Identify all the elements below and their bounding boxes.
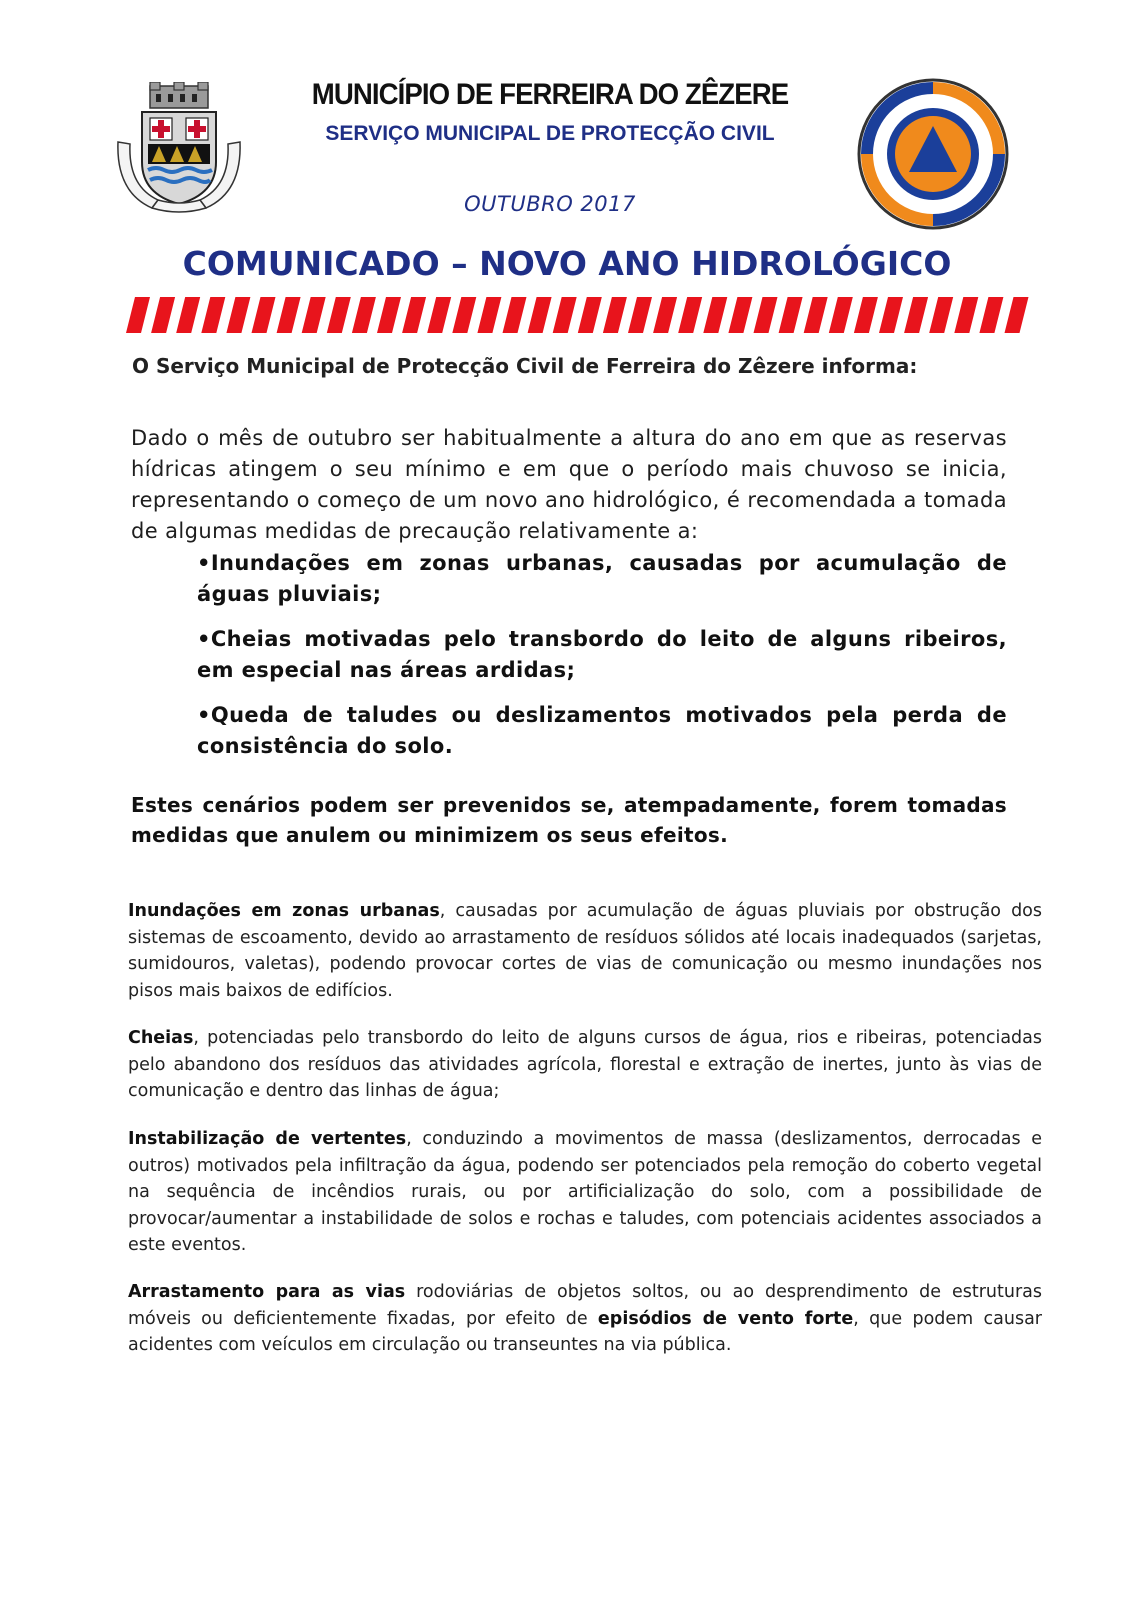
hazard-stripe (603, 297, 627, 333)
detail-text: rodoviárias de objetos soltos, ou ao desprendimento de estruturas móveis ou deficientemente fixadas, por efeito de (128, 1282, 1042, 1329)
detail-heading: Inundações em zonas urbanas (128, 901, 440, 921)
detail-text: , que podem causar acidentes com veículos em circulação ou transeuntes na via pública. (128, 1308, 1042, 1355)
hazard-stripe (452, 297, 476, 333)
municipality-title: MUNICÍPIO DE FERREIRA DO ZÊZERE (311, 78, 789, 111)
detail-heading: episódios de vento forte (597, 1308, 854, 1329)
hazard-stripe (126, 297, 150, 333)
hazard-stripe (503, 297, 527, 333)
bullet-item: •Queda de taludes ou deslizamentos motivados pela perda de consistência do solo. (197, 703, 1007, 758)
intro-statement: O Serviço Municipal de Protecção Civil de Ferreira do Zêzere informa: (132, 354, 918, 378)
detail-heading: Instabilização de vertentes (128, 1129, 407, 1149)
hazard-stripe (277, 297, 301, 333)
hazard-stripe (252, 297, 276, 333)
bullet-item: •Cheias motivadas pelo transbordo do leito de alguns ribeiros, em especial nas áreas ardidas; (197, 627, 1007, 682)
prevention-paragraph: Estes cenários podem ser prevenidos se, atempadamente, forem tomadas medidas que anulem ou minimizem os seus efeitos. (131, 793, 1007, 847)
detail-text: , potenciadas pelo transbordo do leito de alguns cursos de água, rios e ribeiras, potenciadas pelo abandono dos resíduos das atividades agrícola, florestal e extração de inertes, junto às vias de comunicação e dentro das linhas de água; (128, 1028, 1042, 1101)
hazard-stripe (628, 297, 652, 333)
hazard-stripe (979, 297, 1003, 333)
detail-paragraph (128, 1025, 1042, 1105)
hazard-stripe (829, 297, 853, 333)
notice-title: COMUNICADO – NOVO ANO HIDROLÓGICO (182, 244, 952, 283)
municipal-crest-icon (112, 82, 246, 216)
hazard-stripe (653, 297, 677, 333)
hazard-stripe (477, 297, 501, 333)
detail-text: , causadas por acumulação de águas pluviais por obstrução dos sistemas de escoamento, devido ao arrastamento de resíduos sólidos até locais inadequados (sarjetas, sumidouros, valetas), podendo provocar cortes de vias de comunicação ou mesmo inundações nos pisos mais baixos de edifícios. (128, 901, 1042, 1001)
hazard-stripe (226, 297, 250, 333)
hazard-stripe (678, 297, 702, 333)
hazard-stripe (728, 297, 752, 333)
hazard-stripe (703, 297, 727, 333)
lead-paragraph: Dado o mês de outubro ser habitualmente a altura do ano em que as reservas hídricas atingem o seu mínimo e em que o período mais chuvoso se inicia, representando o começo de um novo ano hidrológico, é recomendada a tomada de algumas medidas de precaução relativamente a: (131, 426, 1007, 543)
hazard-stripe (779, 297, 803, 333)
detail-paragraph (128, 898, 1042, 1004)
hazard-stripe (929, 297, 953, 333)
hazard-stripe (528, 297, 552, 333)
hazard-stripe (302, 297, 326, 333)
hazard-stripe-divider (126, 297, 1030, 333)
hazard-stripe (201, 297, 225, 333)
detail-heading: Arrastamento para as vias (128, 1282, 406, 1302)
hazard-stripe (352, 297, 376, 333)
hazard-stripe (176, 297, 200, 333)
detail-paragraph (128, 1126, 1042, 1259)
hazard-stripe (954, 297, 978, 333)
detail-paragraph (128, 1279, 1042, 1359)
service-title: SERVIÇO MUNICIPAL DE PROTECÇÃO CIVIL (325, 122, 775, 145)
hazard-stripe (427, 297, 451, 333)
hazard-stripe (151, 297, 175, 333)
bullet-item: •Inundações em zonas urbanas, causadas por acumulação de águas pluviais; (197, 551, 1007, 606)
hazard-stripe (377, 297, 401, 333)
hazard-stripe (327, 297, 351, 333)
hazard-stripe (854, 297, 878, 333)
detail-heading: Cheias (128, 1028, 194, 1048)
hazard-stripe (879, 297, 903, 333)
hazard-stripe (578, 297, 602, 333)
detail-text: , conduzindo a movimentos de massa (deslizamentos, derrocadas e outros) motivados pela infiltração da água, podendo ser potenciados pela remoção do coberto vegetal na sequência de incêndios rurais, ou por artificialização do solo, com a possibilidade de provocar/aumentar a instabilidade de solos e rochas e taludes, com potenciais acidentes associados a este eventos. (128, 1129, 1042, 1255)
civil-protection-logo-icon (854, 74, 1012, 234)
hazard-stripe (553, 297, 577, 333)
document-date: OUTUBRO 2017 (464, 192, 636, 216)
hazard-stripe (402, 297, 426, 333)
hazard-stripe (904, 297, 928, 333)
hazard-stripe (754, 297, 778, 333)
hazard-stripe (1005, 297, 1029, 333)
hazard-stripe (804, 297, 828, 333)
